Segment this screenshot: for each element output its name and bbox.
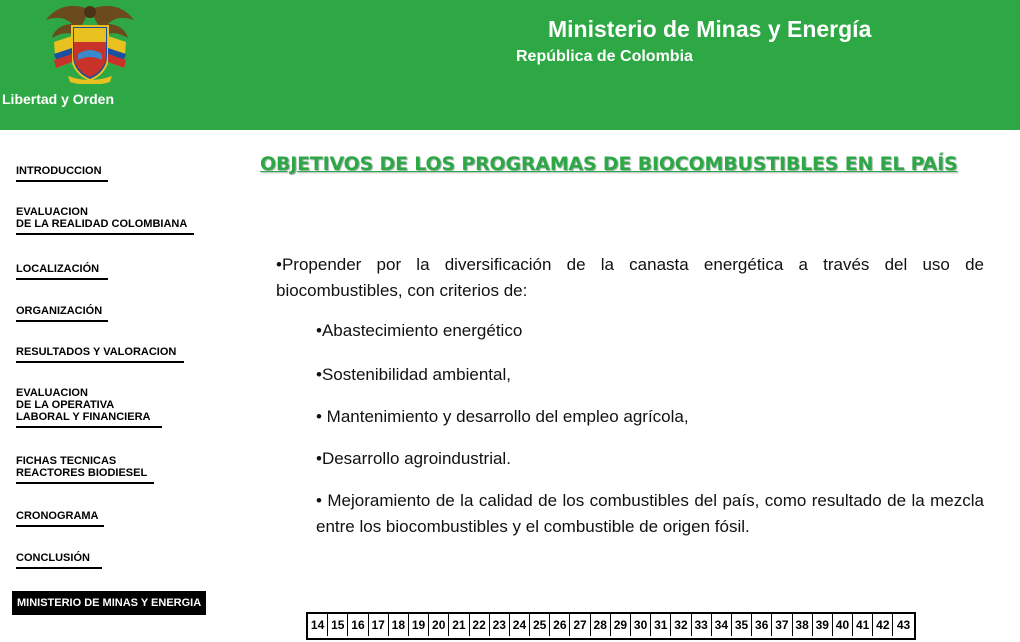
- intro-bullet: •Propender por la diversificación de la canasta energética a través del uso de biocombustibles, con criterios de:: [276, 255, 984, 300]
- header-banner: [0, 0, 1020, 130]
- criteria-bullet-4: •Desarrollo agroindustrial.: [316, 449, 511, 468]
- sidebar-item-evaluacion-realidad[interactable]: EVALUACION DE LA REALIDAD COLOMBIANA: [16, 206, 194, 235]
- page-link-15[interactable]: 15: [328, 614, 348, 636]
- page-link-17[interactable]: 17: [369, 614, 389, 636]
- page-link-31[interactable]: 31: [651, 614, 671, 636]
- sidebar-item-evaluacion-operativa[interactable]: EVALUACION DE LA OPERATIVA LABORAL Y FINANCIERA: [16, 387, 162, 428]
- page-link-19[interactable]: 19: [409, 614, 429, 636]
- sidebar-item-organizacion[interactable]: ORGANIZACIÓN: [16, 305, 108, 322]
- page-link-39[interactable]: 39: [813, 614, 833, 636]
- page-link-16[interactable]: 16: [348, 614, 368, 636]
- page-link-38[interactable]: 38: [793, 614, 813, 636]
- page-link-29[interactable]: 29: [611, 614, 631, 636]
- coat-of-arms-icon: [44, 2, 136, 84]
- page-link-14[interactable]: 14: [308, 614, 328, 636]
- page-link-24[interactable]: 24: [510, 614, 530, 636]
- page-link-36[interactable]: 36: [752, 614, 772, 636]
- page-link-28[interactable]: 28: [591, 614, 611, 636]
- sidebar-item-conclusion[interactable]: CONCLUSIÓN: [16, 552, 102, 569]
- page-link-21[interactable]: 21: [449, 614, 469, 636]
- page-link-27[interactable]: 27: [570, 614, 590, 636]
- ministry-title: Ministerio de Minas y Energía: [548, 16, 872, 42]
- page-link-42[interactable]: 42: [873, 614, 893, 636]
- page-link-22[interactable]: 22: [470, 614, 490, 636]
- page-link-18[interactable]: 18: [389, 614, 409, 636]
- page-link-25[interactable]: 25: [530, 614, 550, 636]
- page-link-37[interactable]: 37: [772, 614, 792, 636]
- page-link-23[interactable]: 23: [490, 614, 510, 636]
- page-link-41[interactable]: 41: [853, 614, 873, 636]
- republic-subtitle: República de Colombia: [516, 48, 693, 65]
- page-link-30[interactable]: 30: [631, 614, 651, 636]
- sidebar-item-resultados[interactable]: RESULTADOS Y VALORACION: [16, 346, 184, 363]
- page-link-33[interactable]: 33: [692, 614, 712, 636]
- sidebar-item-fichas-tecnicas[interactable]: FICHAS TECNICAS REACTORES BIODIESEL: [16, 455, 154, 484]
- page-link-26[interactable]: 26: [550, 614, 570, 636]
- sidebar-item-localizacion[interactable]: LOCALIZACIÓN: [16, 263, 108, 280]
- page-link-35[interactable]: 35: [732, 614, 752, 636]
- page-title: OBJETIVOS DE LOS PROGRAMAS DE BIOCOMBUSTIBLES EN EL PAÍS: [260, 153, 958, 175]
- sidebar-item-ministerio[interactable]: MINISTERIO DE MINAS Y ENERGIA: [12, 591, 206, 615]
- page-navigation: [306, 612, 916, 640]
- criteria-bullet-1: •Abastecimiento energético: [316, 321, 523, 340]
- criteria-bullet-3: • Mantenimiento y desarrollo del empleo agrícola,: [316, 407, 689, 426]
- page-link-43[interactable]: 43: [896, 618, 911, 632]
- page-link-40[interactable]: 40: [833, 614, 853, 636]
- page-link-20[interactable]: 20: [429, 614, 449, 636]
- intro-paragraph-container: [276, 252, 984, 304]
- criteria-bullet-2: •Sostenibilidad ambiental,: [316, 365, 511, 384]
- sidebar-item-cronograma[interactable]: CRONOGRAMA: [16, 510, 104, 527]
- criteria-bullet-5: • Mejoramiento de la calidad de los combustibles del país, como resultado de la mezcla entre los biocombustibles y el combustible de origen fósil.: [316, 491, 984, 536]
- page-link-32[interactable]: 32: [671, 614, 691, 636]
- motto-text: Libertad y Orden: [2, 91, 115, 107]
- sidebar-item-introduccion[interactable]: INTRODUCCION: [16, 165, 108, 182]
- page-link-34[interactable]: 34: [712, 614, 732, 636]
